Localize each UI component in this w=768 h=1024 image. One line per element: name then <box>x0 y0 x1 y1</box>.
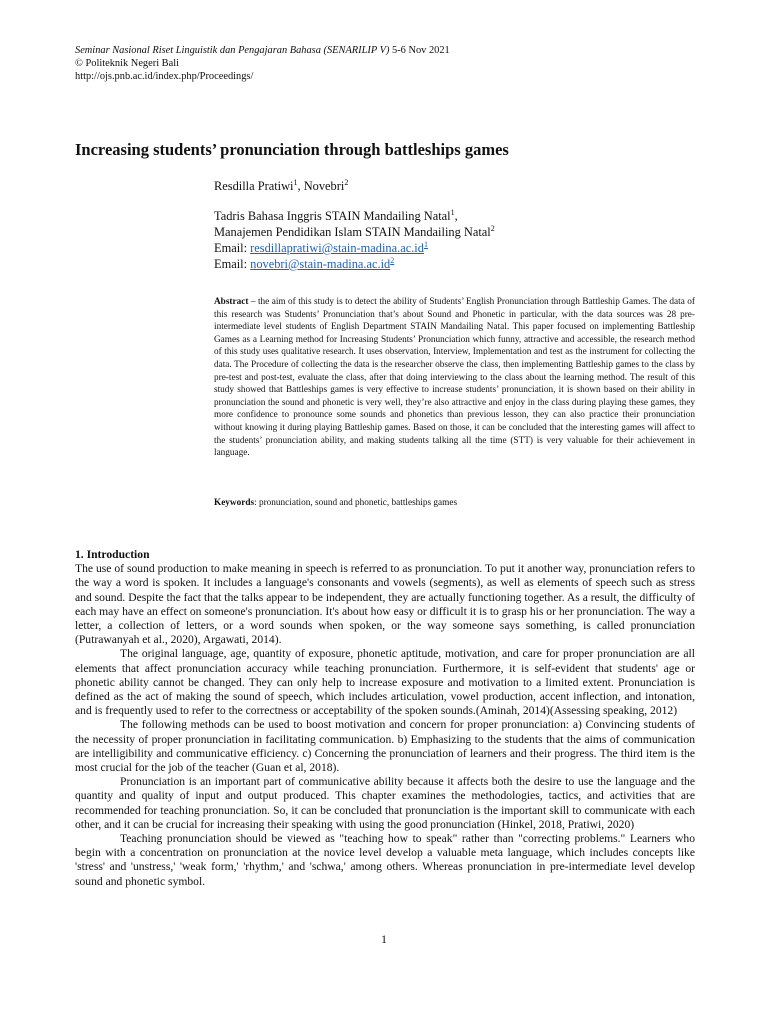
email-link-1[interactable]: resdillapratiwi@stain-madina.ac.id <box>250 241 424 255</box>
author-2-sup: 2 <box>344 177 349 187</box>
section-heading: 1. Introduction <box>75 548 150 561</box>
email-1-sup: 1 <box>423 239 428 249</box>
affiliations <box>214 208 495 272</box>
affiliation-2 <box>214 224 495 240</box>
copyright: © Politeknik Negeri Bali <box>75 58 179 69</box>
abstract-text: – the aim of this study is to detect the ability of Students’ English Pronunciation through Battleship Games. The data of this research was Students’ Pronunciation that’s about Sound and Phonetic in particular, with the data sources was 28 pre-intermediate level students of English Department STAIN Mandailing Natal. This paper focused on implementing Battleship Games as a Learning method for Increasing Students’ Pronunciation which funny, attractive and accessible, the research method of this study uses qualitative research. It uses observation, Interview, Implementation and test as the instrument for collecting the data. The Procedure of collecting the data is the researcher observe the class, then implementing Battleship games to the class by pre-test and post-test, evaluate the class, after that doing interviewing to the class about the learning method. The result of this study showed that Battleships games is very effective to increase students’ pronunciation, it is shown based on their ability in pronunciation the sound and phonetic is very well, they’re also attractive and enjoy in the class during playing these games, they more confidence to pronounce some sounds and phonetics than previous lesson, they can also practice their pronunciation without knowing it during playing Battleship games. Based on those, it can be concluded that the interesting games will affect to the students’ pronunciation ability, and making students talking all the time (STT) is very valuable for their achievement in language. <box>214 297 695 459</box>
introduction-section <box>75 548 695 889</box>
author-1: Resdilla Pratiwi <box>214 179 294 193</box>
affiliation-1 <box>214 208 495 224</box>
abstract-label: Abstract <box>214 297 249 307</box>
author-2: Novebri <box>303 179 345 193</box>
keywords-label: Keywords <box>214 498 255 508</box>
abstract <box>214 296 695 460</box>
email-2-sup: 2 <box>390 255 395 265</box>
page-number: 1 <box>381 932 387 946</box>
paragraph: The original language, age, quantity of exposure, phonetic aptitude, motivation, and care for proper pronunciation are all elements that affect pronunciation accuracy while teaching pronunciation. Furthermore, it is self-evident that students' age or phonetic ability cannot be changed. They can only help to increase exposure and motivation to a limited extent. Pronunciation is defined as the act of making the sound of speech, which includes articulation, vowel production, accent inflection, and intonation, and is frequently used to refer to the correctness or acceptability of the spoken sounds.(Aminah, 2014)(Assessing speaking, 2012) <box>75 647 695 718</box>
email-link-2[interactable]: novebri@stain-madina.ac.id <box>250 257 391 271</box>
affiliation-2-sup: 2 <box>490 223 495 233</box>
conference-name: Seminar Nasional Riset Linguistik dan Pengajaran Bahasa (SENARILIP V) <box>75 45 390 56</box>
keywords-text: : pronunciation, sound and phonetic, battleships games <box>254 498 458 508</box>
paragraph: Teaching pronunciation should be viewed as "teaching how to speak" rather than "correcting problems." Learners who begin with a concentration on pronunciation at the novice level develop a valuable meta language, which includes concepts like 'stress' and 'unstress,' 'weak form,' 'rhythm,' and 'schwa,' among others. Whereas pronunciation in pre-intermediate level develop sound and phonetic symbol. <box>75 832 695 888</box>
affiliation-1-suffix: , <box>454 209 458 223</box>
conference-line <box>75 44 450 57</box>
email-label: Email: <box>214 241 251 255</box>
keywords <box>214 497 695 510</box>
email-label: Email: <box>214 257 251 271</box>
author-1-sup: 1 <box>293 177 298 187</box>
conference-dates: 5-6 Nov 2021 <box>392 45 450 56</box>
affiliation-1-text: Tadris Bahasa Inggris STAIN Mandailing Natal <box>214 209 451 223</box>
paragraph: The following methods can be used to boost motivation and concern for proper pronunciation: a) Convincing students of the necessity of proper pronunciation in facilitating communication. b) Emphasizing to the students that the aims of communication are intelligibility and communicative efficiency. c) Concerning the pronunciation of learners and their progress. The third item is the most crucial for the job of the teacher (Guan et al, 2018). <box>75 718 695 775</box>
paragraph: The use of sound production to make meaning in speech is referred to as pronunciation. To put it another way, pronunciation refers to the way a word is spoken. It includes a language's consonants and vowels (segments), as well as elements of speech such as stress and sound. Despite the fact that the talks appear to be independent, they are actually functioning together. As a result, the difficulty of each may have an effect on someone's pronunciation. It's about how easy or difficult it is to grasp his or her pronunciation. The way a letter, a collection of letters, or a word sounds when spoken, or the way someone says something, is called pronunciation (Putrawanyah et al., 2020), Argawati, 2014). <box>75 562 695 647</box>
author-line <box>214 179 348 194</box>
affiliation-1-sup: 1 <box>450 207 455 217</box>
paragraph: Pronunciation is an important part of communicative ability because it affects both the desire to use the language and the quantity and quality of input and output produced. This chapter examines the methodologies, tactics, and activities that are recommended for teaching pronunciation. So, it can be concluded that pronunciation is the important skill to communicate with each other, and it can be crucial for increasing their speaking with using the good pronunciation (Hinkel, 2018, Pratiwi, 2020) <box>75 775 695 831</box>
author-separator: , <box>297 179 304 193</box>
email-line-2 <box>214 256 495 272</box>
affiliation-2-text: Manajemen Pendidikan Islam STAIN Mandailing Natal <box>214 225 491 239</box>
email-line-1 <box>214 240 495 256</box>
proceedings-url[interactable]: http://ojs.pnb.ac.id/index.php/Proceedings/ <box>75 71 254 82</box>
paper-title: Increasing students’ pronunciation through battleships games <box>75 140 509 159</box>
running-header <box>75 44 450 83</box>
